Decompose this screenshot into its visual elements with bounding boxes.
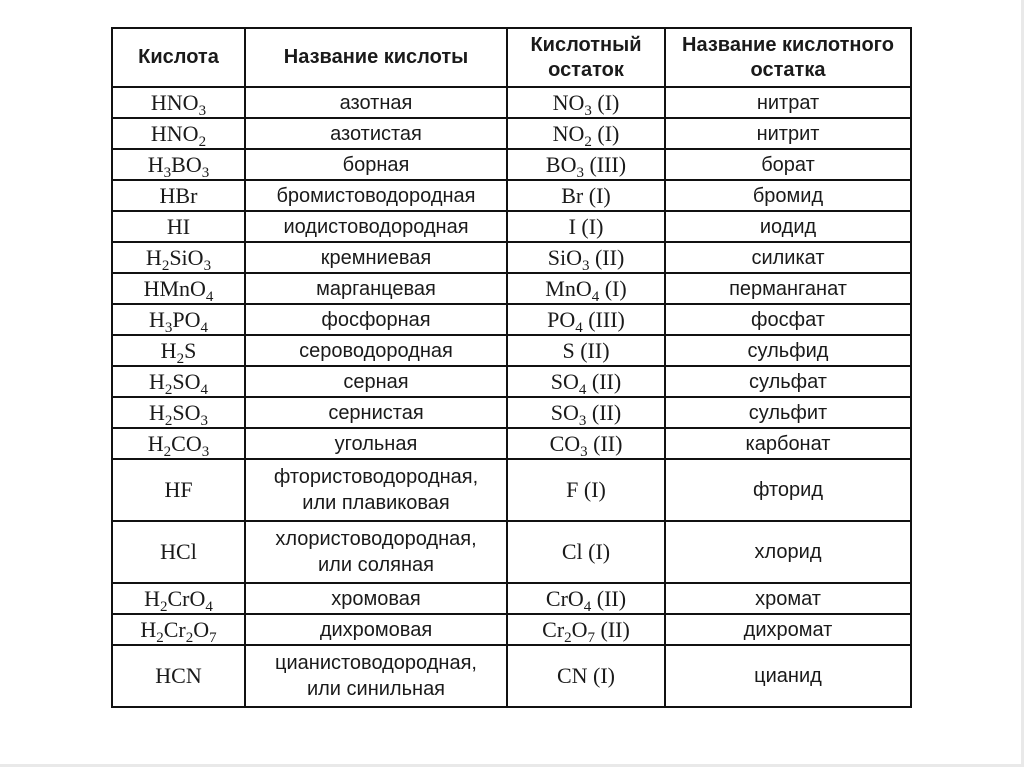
- acid-name: цианистоводородная, или синильная: [245, 645, 507, 707]
- acid-formula: HMnO$_4$: [112, 273, 245, 304]
- table-row: [112, 211, 911, 242]
- residue-name: хлорид: [665, 521, 911, 583]
- acid-residue: S (II): [507, 335, 665, 366]
- residue-name: иодид: [665, 211, 911, 242]
- residue-name: сульфат: [665, 366, 911, 397]
- acid-name: сероводородная: [245, 335, 507, 366]
- acid-residue: SiO$_3$ (II): [507, 242, 665, 273]
- acid-name: угольная: [245, 428, 507, 459]
- residue-name: хромат: [665, 583, 911, 614]
- acid-formula: $HNO_2$: [112, 118, 245, 149]
- residue-name: дихромат: [665, 614, 911, 645]
- acid-name: азотистая: [245, 118, 507, 149]
- acid-name: хлористоводородная, или соляная: [245, 521, 507, 583]
- acid-residue: Br (I): [507, 180, 665, 211]
- acid-name: иодистоводородная: [245, 211, 507, 242]
- acid-formula: $H_3BO_3$: [112, 149, 245, 180]
- table-row: [112, 645, 911, 707]
- acid-residue: $SO_3$ (II): [507, 397, 665, 428]
- acid-formula: $H_2SO_3$: [112, 397, 245, 428]
- residue-name: нитрат: [665, 87, 911, 118]
- acid-formula: $H_2S$: [112, 335, 245, 366]
- acid-formula: $H_2CrO_4$: [112, 583, 245, 614]
- header-acid-name: Название кислоты: [245, 28, 507, 87]
- acid-residue: F (I): [507, 459, 665, 521]
- residue-name: сульфит: [665, 397, 911, 428]
- table-body: [112, 87, 911, 707]
- header-row: [112, 28, 911, 87]
- acid-name: бромистоводородная: [245, 180, 507, 211]
- residue-name: фосфат: [665, 304, 911, 335]
- acid-residue: $PO_4$ (III): [507, 304, 665, 335]
- acid-formula: $H_2SiO_3$: [112, 242, 245, 273]
- table-row: [112, 273, 911, 304]
- acid-formula: HCl: [112, 521, 245, 583]
- acid-formula: HCN: [112, 645, 245, 707]
- table-row: [112, 366, 911, 397]
- acid-formula: $H_2CO_3$: [112, 428, 245, 459]
- residue-name: перманганат: [665, 273, 911, 304]
- acid-formula: HI: [112, 211, 245, 242]
- acid-formula: $H_2Cr_2O_7$: [112, 614, 245, 645]
- acid-residue: CrO$_4$ (II): [507, 583, 665, 614]
- table-row: [112, 335, 911, 366]
- header-acid: Кислота: [112, 28, 245, 87]
- acid-name: борная: [245, 149, 507, 180]
- header-residue-name: Название кислотного остатка: [665, 28, 911, 87]
- acid-name: фосфорная: [245, 304, 507, 335]
- acid-residue: CN (I): [507, 645, 665, 707]
- acid-residue: $BO_3$ (III): [507, 149, 665, 180]
- acid-residue: $CO_3$ (II): [507, 428, 665, 459]
- table-row: [112, 583, 911, 614]
- acid-name: азотная: [245, 87, 507, 118]
- acid-name: серная: [245, 366, 507, 397]
- acid-formula: HF: [112, 459, 245, 521]
- acid-formula: $H_2SO_4$: [112, 366, 245, 397]
- residue-name: силикат: [665, 242, 911, 273]
- table-row: [112, 428, 911, 459]
- acid-formula: HBr: [112, 180, 245, 211]
- acid-formula: $H_3PO_4$: [112, 304, 245, 335]
- residue-name: карбонат: [665, 428, 911, 459]
- acids-table: [111, 27, 912, 708]
- table-row: [112, 521, 911, 583]
- table-row: [112, 397, 911, 428]
- table-row: [112, 87, 911, 118]
- acid-name: фтористоводородная, или плавиковая: [245, 459, 507, 521]
- table-row: [112, 614, 911, 645]
- acid-residue: I (I): [507, 211, 665, 242]
- acid-residue: $NO_3$ (I): [507, 87, 665, 118]
- residue-name: нитрит: [665, 118, 911, 149]
- acid-name: кремниевая: [245, 242, 507, 273]
- acid-residue: $NO_2$ (I): [507, 118, 665, 149]
- acid-name: марганцевая: [245, 273, 507, 304]
- residue-name: сульфид: [665, 335, 911, 366]
- table-row: [112, 304, 911, 335]
- residue-name: цианид: [665, 645, 911, 707]
- acid-name: хромовая: [245, 583, 507, 614]
- table-row: [112, 149, 911, 180]
- table-row: [112, 118, 911, 149]
- acid-name: сернистая: [245, 397, 507, 428]
- header-residue: Кислотный остаток: [507, 28, 665, 87]
- residue-name: фторид: [665, 459, 911, 521]
- acid-residue: $SO_4$ (II): [507, 366, 665, 397]
- acid-name: дихромовая: [245, 614, 507, 645]
- table-row: [112, 459, 911, 521]
- acid-residue: Cl (I): [507, 521, 665, 583]
- acid-formula: $HNO_3$: [112, 87, 245, 118]
- acid-residue: $Cr_2O_7$ (II): [507, 614, 665, 645]
- table-row: [112, 242, 911, 273]
- table-row: [112, 180, 911, 211]
- acid-residue: MnO$_4$ (I): [507, 273, 665, 304]
- residue-name: бромид: [665, 180, 911, 211]
- residue-name: борат: [665, 149, 911, 180]
